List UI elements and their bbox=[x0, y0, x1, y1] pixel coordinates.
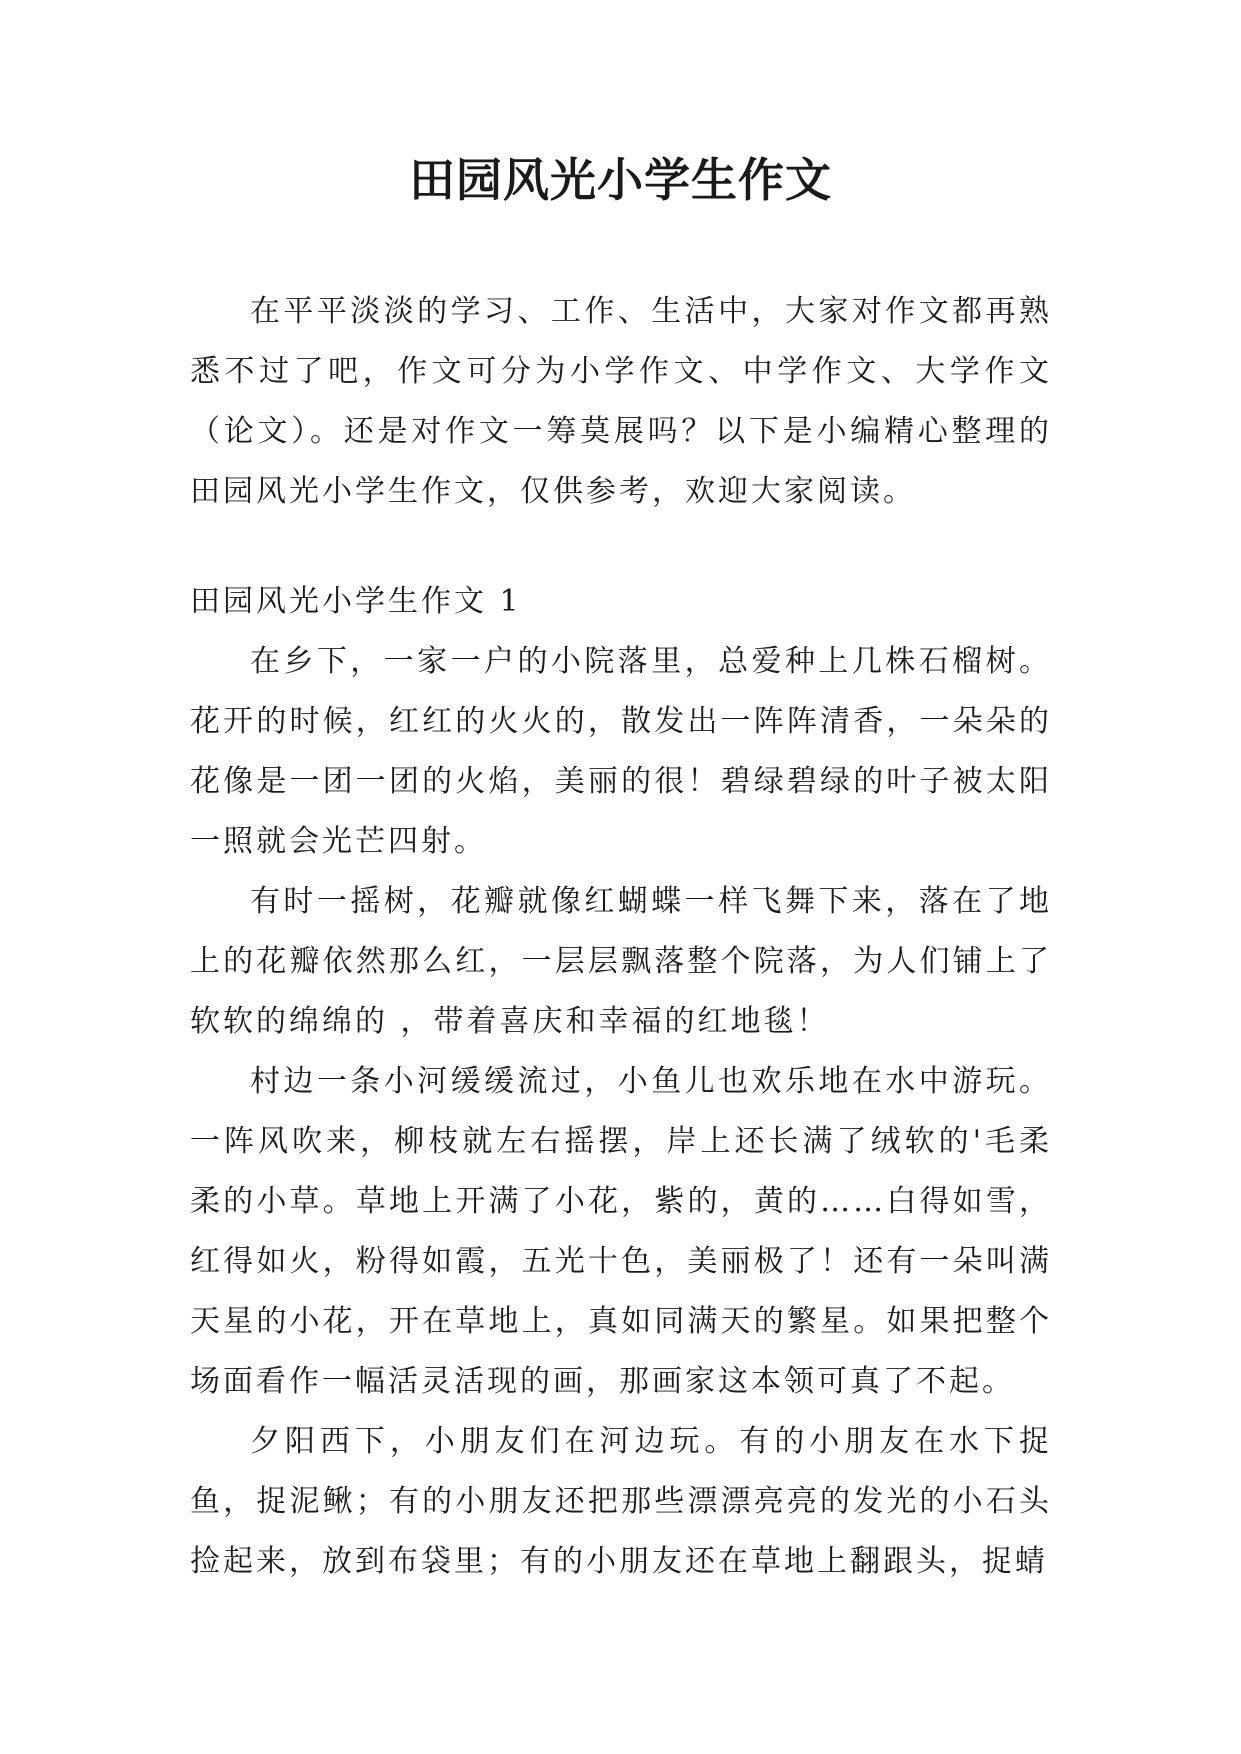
intro-paragraph: 在平平淡淡的学习、工作、生活中，大家对作文都再熟悉不过了吧，作文可分为小学作文、中学作文、大学作文（论文）。还是对作文一筹莫展吗？以下是小编精心整理的田园风光小学生作文，仅供参考，欢迎大家阅读。 bbox=[190, 294, 1052, 509]
body-paragraph: 有时一摇树，花瓣就像红蝴蝶一样飞舞下来，落在了地上的花瓣依然那么红，一层层飘落整个院落，为人们铺上了软软的绵绵的 ，带着喜庆和幸福的红地毯！ bbox=[190, 884, 1052, 1039]
body-paragraph: 在乡下，一家一户的小院落里，总爱种上几株石榴树。花开的时候，红红的火火的，散发出一阵阵清香，一朵朵的花像是一团一团的火焰，美丽的很！碧绿碧绿的叶子被太阳一照就会光芒四射。 bbox=[190, 644, 1052, 859]
body-paragraph: 夕阳西下，小朋友们在河边玩。有的小朋友在水下捉鱼，捉泥鳅；有的小朋友还把那些漂漂亮亮的发光的小石头捡起来，放到布袋里；有的小朋友还在草地上翻跟头，捉蜻 bbox=[190, 1424, 1052, 1579]
document-title: 田园风光小学生作文 bbox=[409, 153, 832, 207]
body-paragraph: 村边一条小河缓缓流过，小鱼儿也欢乐地在水中游玩。一阵风吹来，柳枝就左右摇摆，岸上还长满了绒软的'毛柔柔的小草。草地上开满了小花，紫的，黄的……白得如雪，红得如火，粉得如霞，五光十色，美丽极了！还有一朵叫满天星的小花，开在草地上，真如同满天的繁星。如果把整个场面看作一幅活灵活现的画，那画家这本领可真了不起。 bbox=[190, 1064, 1052, 1399]
section-heading: 田园风光小学生作文 1 bbox=[190, 584, 522, 619]
essay-section-1 bbox=[190, 572, 1052, 1592]
